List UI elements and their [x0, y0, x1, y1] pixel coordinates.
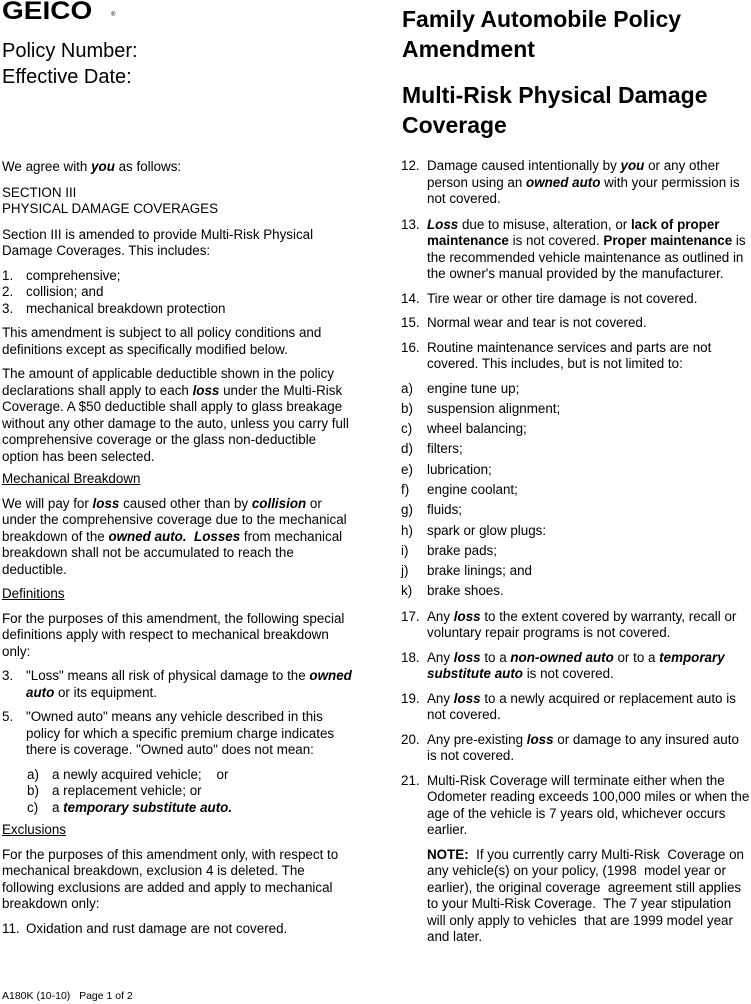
note-paragraph: NOTE: If you currently carry Multi-Risk Coverage on any vehicle(s) on your policy, (1998 model year or earlier), the original coverage agreement still applies to your Multi-Risk Coverage. The 7 year stipulation will only apply to vehicles that are 1999 model year and later.	[427, 846, 748, 945]
exclusion-13: 13. Loss due to misuse, alteration, or lack of proper maintenance is not covered. Proper maintenance is the recommended vehicle maintenance as outlined in the owner's manual provided by the manufacturer.	[401, 216, 746, 281]
section-name: PHYSICAL DAMAGE COVERAGES	[2, 201, 219, 216]
definitions-intro: For the purposes of this amendment, the following special definitions apply with respect to mechanical breakdown only:	[2, 610, 345, 659]
list-item: d) filters;	[401, 441, 463, 457]
definitions-heading: Definitions	[2, 586, 65, 601]
document-title: Family Automobile Policy Amendment	[402, 6, 682, 62]
definition-5-exceptions	[2, 767, 354, 817]
exclusion-20: 20. Any pre-existing loss or damage to any insured auto is not covered.	[401, 731, 739, 764]
form-code: A180K (10-10)	[2, 990, 71, 1002]
page-number: Page 1 of 2	[79, 990, 133, 1002]
left-column	[2, 159, 354, 937]
list-item: c) a temporary substitute auto.	[27, 799, 233, 815]
list-item: 1. comprehensive;	[2, 267, 121, 283]
exclusion-16: 16. Routine maintenance services and parts are not covered. This includes, but is not limited to:	[401, 339, 712, 371]
coverage-list	[2, 268, 354, 318]
exclusion-14: 14. Tire wear or other tire damage is not covered.	[401, 290, 698, 306]
definition-5: 5. "Owned auto" means any vehicle described in this policy for which a specific premium charge indicates there is coverage. "Owned auto" does not mean:	[2, 709, 335, 757]
section-label: SECTION III	[2, 184, 77, 200]
geico-logo: GEICO	[2, 0, 93, 25]
document-subtitle: Multi-Risk Physical Damage Coverage	[402, 82, 708, 138]
mechanical-breakdown-paragraph: We will pay for loss caused other than by collision or under the comprehensive coverage due to the mechanical breakdown of the owned auto. Losses from mechanical breakdown shall not be accumulated to reach the deductible.	[2, 495, 347, 577]
list-item: f) engine coolant;	[401, 481, 518, 497]
list-item: g) fluids;	[401, 502, 462, 518]
subject-paragraph: This amendment is subject to all policy conditions and definitions except as specifically modified below.	[2, 325, 322, 357]
policy-number-label: Policy Number:	[2, 40, 138, 62]
mechanical-breakdown-heading: Mechanical Breakdown	[2, 471, 141, 486]
exclusions-intro: For the purposes of this amendment only, with respect to mechanical breakdown, exclusion 4 is deleted. The following exclusions are added and apply to mechanical breakdown only:	[2, 846, 339, 911]
exclusion-12: 12. Damage caused intentionally by you or any other person using an owned auto with your permission is not covered.	[401, 158, 740, 206]
list-item: 2. collision; and	[2, 284, 104, 299]
exclusion-21: 21. Multi-Risk Coverage will terminate either when the Odometer reading exceeds 100,000 miles or when the age of the vehicle is 7 years old, whichever occurs earlier.	[401, 772, 750, 838]
list-item: e) lubrication;	[401, 461, 492, 477]
list-item: i) brake pads;	[401, 542, 497, 558]
exclusion-11: 11. Oxidation and rust damage are not covered.	[2, 920, 288, 936]
list-item: j) brake linings; and	[401, 563, 532, 579]
list-item: a) a newly acquired vehicle; or	[27, 766, 229, 782]
maintenance-list	[401, 379, 751, 602]
right-column	[401, 158, 751, 946]
list-item: b) a replacement vehicle; or	[27, 783, 202, 798]
list-item: k) brake shoes.	[401, 583, 504, 599]
list-item: c) wheel balancing;	[401, 421, 527, 437]
page-footer	[2, 990, 133, 1003]
exclusion-15: 15. Normal wear and tear is not covered.	[401, 315, 647, 330]
effective-date-label: Effective Date:	[2, 66, 132, 88]
exclusion-19: 19. Any loss to a newly acquired or replacement auto is not covered.	[401, 690, 736, 723]
registered-mark: ®	[111, 12, 116, 18]
deductible-paragraph: The amount of applicable deductible shown in the policy declarations shall apply to each loss under the Multi-Risk Coverage. A $50 deductible shall apply to glass breakage without any other damage to the auto, unless you carry full comprehensive coverage or the glass non-deductible option has been selected.	[2, 366, 349, 464]
intro-paragraph: We agree with you as follows:	[2, 159, 182, 174]
list-item: 3. mechanical breakdown protection	[2, 300, 226, 316]
exclusions-heading: Exclusions	[2, 822, 67, 837]
definition-3: 3. "Loss" means all risk of physical damage to the owned auto or its equipment.	[2, 668, 352, 700]
policy-fields	[2, 38, 138, 90]
list-item: h) spark or glow plugs:	[401, 522, 547, 538]
exclusion-17: 17. Any loss to the extent covered by warranty, recall or voluntary repair programs is not covered.	[401, 608, 737, 641]
amendment-text: Section III is amended to provide Multi-Risk Physical Damage Coverages. This includes:	[2, 226, 314, 258]
list-item: b) suspension alignment;	[401, 400, 561, 416]
exclusion-18: 18. Any loss to a non-owned auto or to a temporary substitute auto is not covered.	[401, 649, 725, 682]
list-item: a) engine tune up;	[401, 380, 520, 396]
